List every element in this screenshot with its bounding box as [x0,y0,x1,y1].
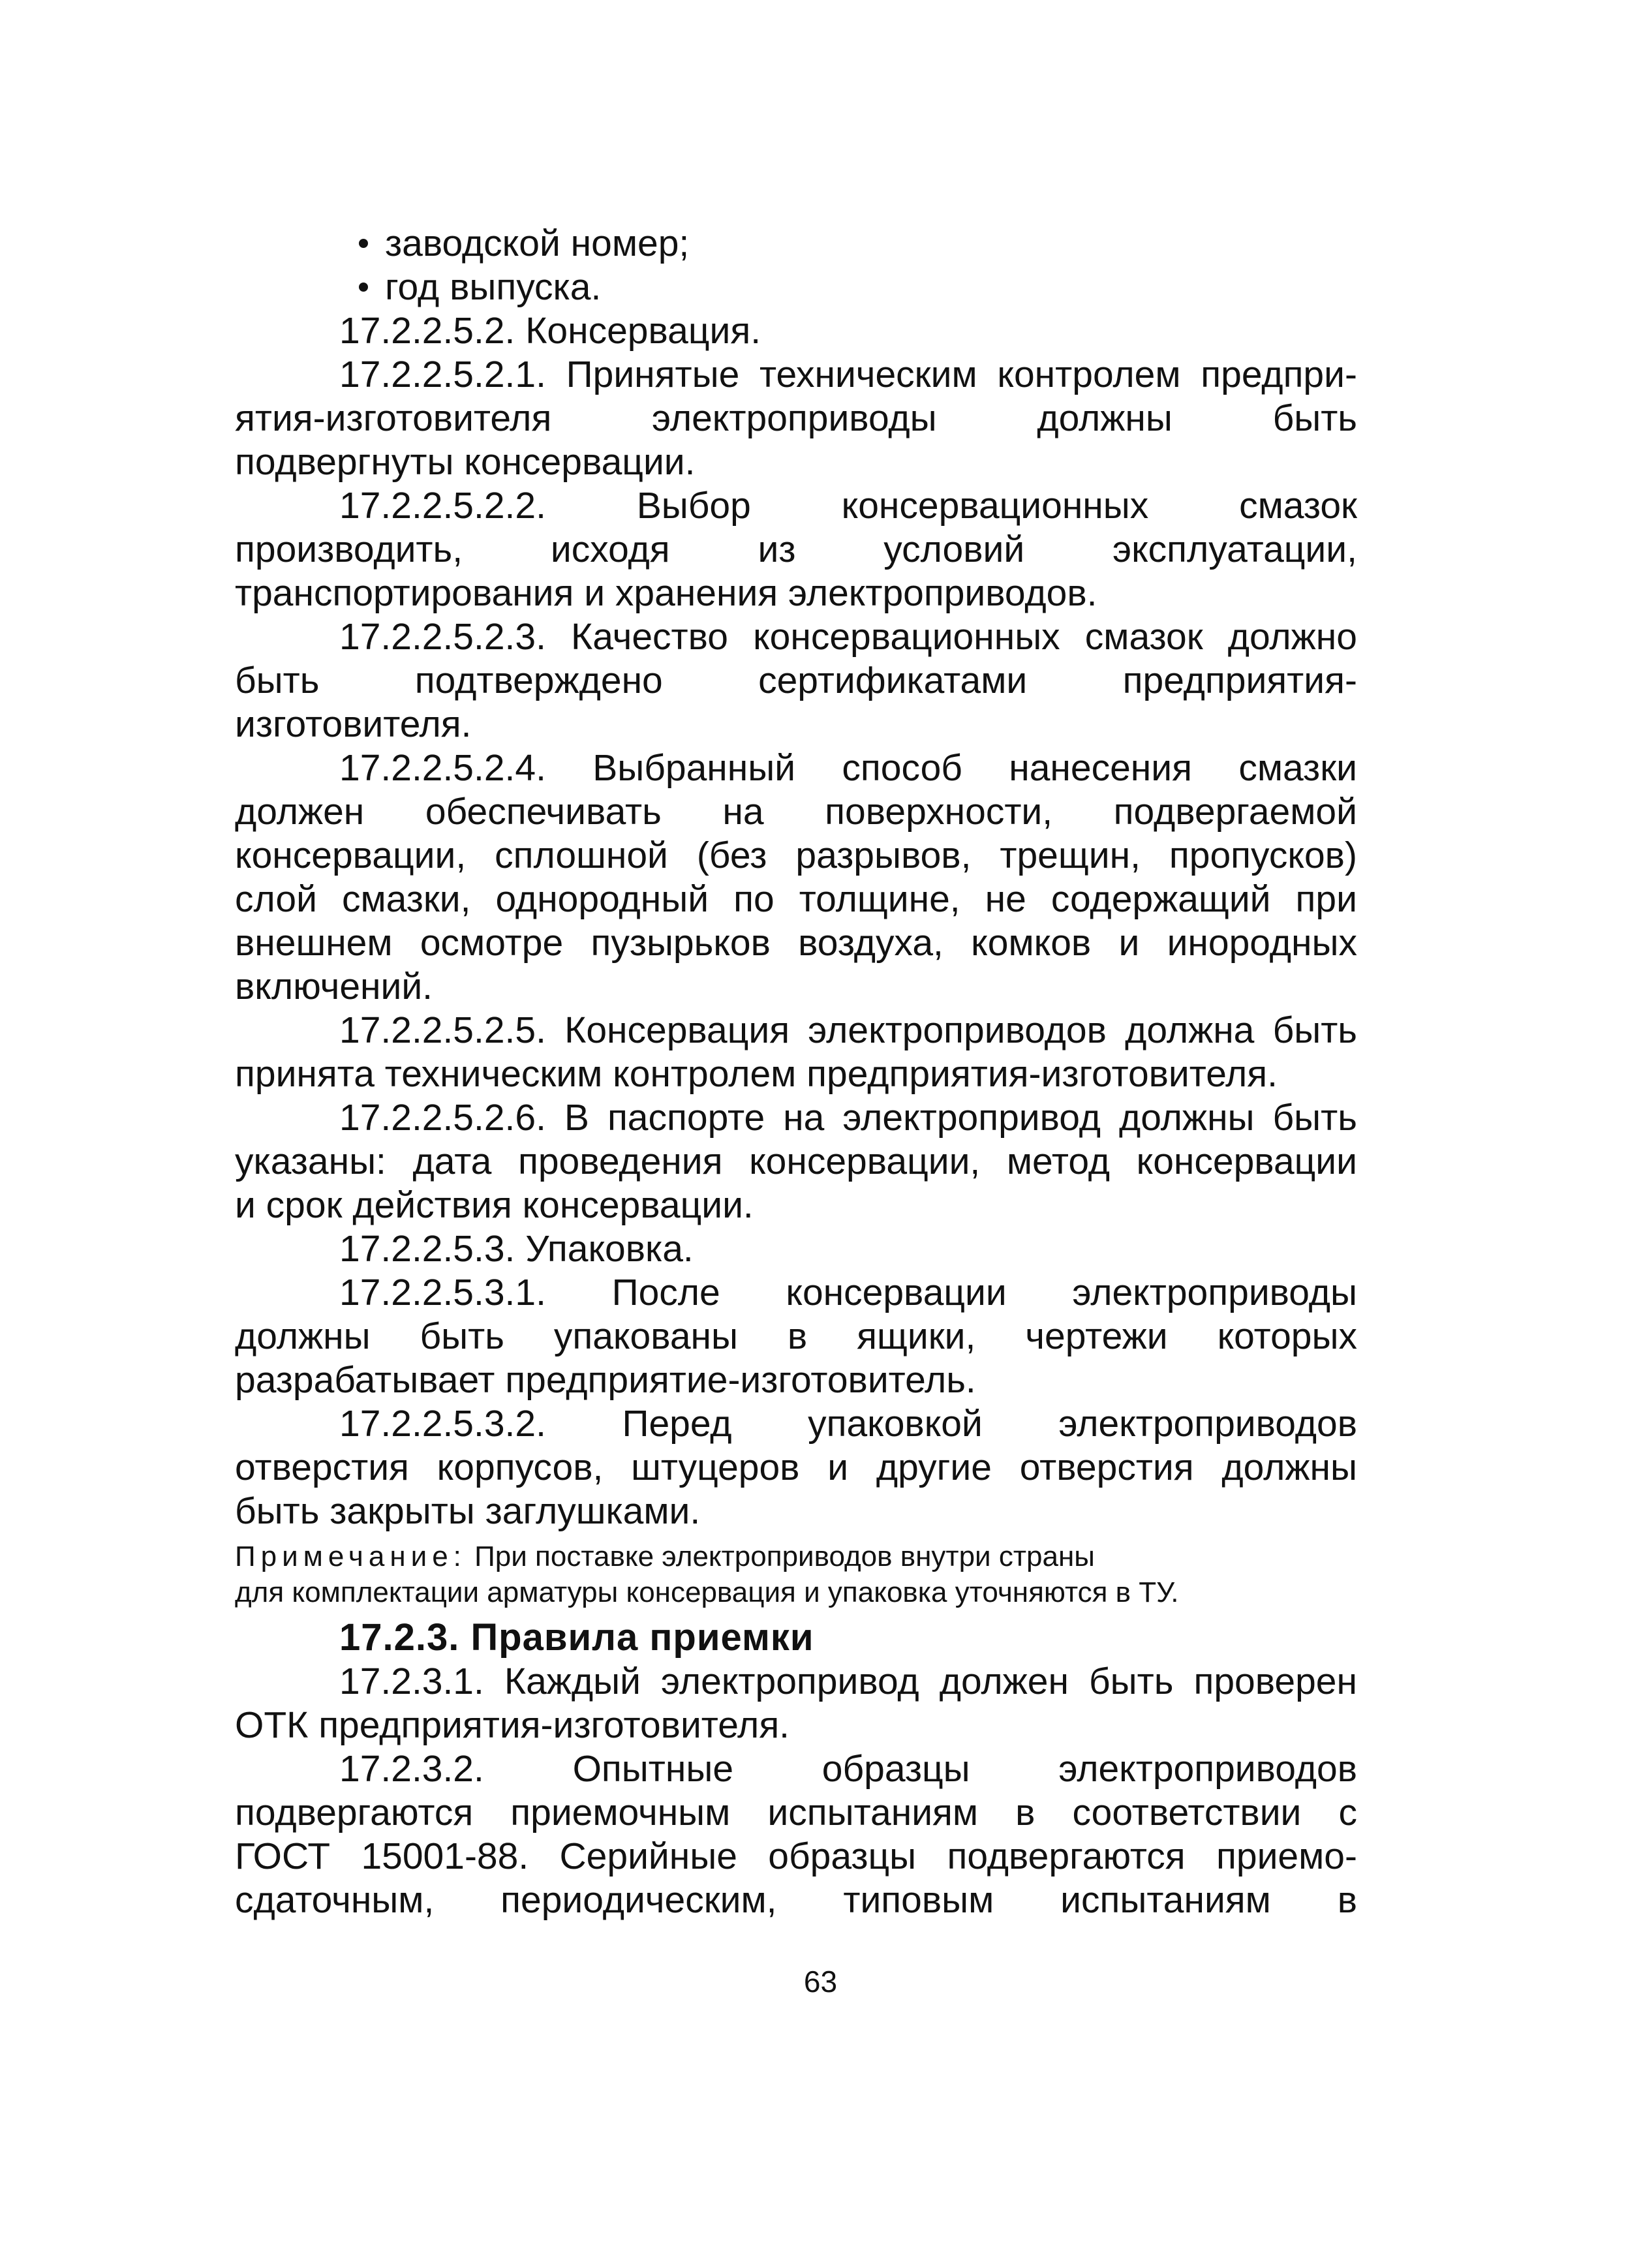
word: электропривод [661,1661,919,1702]
word: должен [939,1661,1069,1702]
text-line [235,746,1357,790]
word: должны [1037,397,1173,439]
word: паспорте [607,1097,765,1139]
text-line [235,1402,1357,1446]
word: должна [1125,1009,1255,1051]
word: В [564,1097,589,1139]
bullet-list [235,222,1357,309]
word: подвергаются [235,1792,474,1833]
word: 17.2.2.5.2.2. [339,485,546,527]
word: трещин, [1000,835,1141,876]
note-line [235,1539,1357,1574]
word: при [1295,878,1357,920]
word: подтверждено [414,660,663,701]
word: обеспечивать [425,791,662,833]
text-line [235,484,1357,528]
word: должны [235,1315,371,1357]
word: корпусов, [437,1447,604,1488]
word: из [758,529,796,570]
word: упакованы [553,1315,738,1357]
word: не [985,878,1026,920]
text-line: включений. [235,966,433,1007]
word: осмотре [420,922,564,964]
word: должны [1221,1447,1357,1488]
word: приемо- [1216,1835,1357,1877]
word: 17.2.3.1. [339,1661,484,1702]
word: ГОСТ [235,1835,331,1877]
word: комков [971,922,1092,964]
word: предпри- [1201,354,1357,395]
word: После [611,1272,720,1313]
word: в [1015,1792,1035,1833]
text-line [235,1747,1357,1791]
body-text-section-1 [235,309,1357,1533]
word: инородных [1167,922,1357,964]
word: проведения [517,1141,723,1182]
word: образцы [768,1835,917,1877]
word: быть [1272,1009,1357,1051]
word: и [827,1447,849,1488]
word: проверен [1193,1661,1357,1702]
word: быть [420,1315,504,1357]
text-line [235,1271,1357,1315]
list-item: год выпуска. [235,266,1357,309]
word: штуцеров [631,1447,800,1488]
text-line: и срок действия консервации. [235,1184,754,1226]
word: (без [696,835,767,876]
word: в [1337,1879,1357,1921]
text-line [235,615,1357,659]
text-line [235,1835,1357,1878]
text-line [235,528,1357,572]
body-text-section-2 [235,1660,1357,1922]
word: смазки, [341,878,471,920]
word: однородный [495,878,709,920]
word: консервации, [749,1141,981,1182]
text-line [235,1660,1357,1704]
text-line: 17.2.2.5.2. Консервация. [339,310,761,352]
word: электроприводов [1058,1403,1357,1445]
text-line: подвергнуты консервации. [235,441,696,483]
word: консервации [786,1272,1007,1313]
word: Выбор [636,485,751,527]
word: толщине, [799,878,960,920]
word: 17.2.2.5.3.2. [339,1403,546,1445]
text-line: транспортирования и хранения электроприводов. [235,572,1097,614]
word: быть [1089,1661,1174,1702]
word: приемочным [510,1792,731,1833]
word: с [1338,1792,1357,1833]
word: электроприводов [1058,1748,1357,1790]
word: электроприводы [1072,1272,1357,1313]
word: образцы [821,1748,970,1790]
word: эксплуатации, [1112,529,1357,570]
word: Принятые [566,354,740,395]
text-line [235,353,1357,397]
word: Опытные [572,1748,734,1790]
word: электропривод [842,1097,1101,1139]
text-line [235,921,1357,965]
word: слой [235,878,317,920]
word: электроприводы [652,397,937,439]
text-line [235,1791,1357,1835]
note-block [235,1539,1357,1610]
bullet-icon [359,239,368,248]
word: другие [876,1447,992,1488]
word: консервационных [753,616,1060,658]
word: типовым [843,1879,994,1921]
word: быть [1272,1097,1357,1139]
word: Консервация [564,1009,790,1051]
word: подвергаются [947,1835,1186,1877]
text-line: принята техническим контролем предприятия-изготовителя. [235,1053,1278,1095]
text-line: 17.2.2.5.3. Упаковка. [339,1228,694,1270]
word: Качество [571,616,728,658]
word: чертежи [1025,1315,1168,1357]
text-line [235,1096,1357,1140]
word: Серийные [559,1835,737,1877]
word: подвергаемой [1113,791,1357,833]
word: содержащий [1051,878,1271,920]
text-line [235,1140,1357,1184]
note-line [235,1574,1357,1610]
note-text: для комплектации арматуры консервация и упаковка уточняются в ТУ. [235,1576,1179,1608]
word: 17.2.2.5.2.1. [339,354,546,395]
text-line [235,878,1357,921]
word: и [1118,922,1140,964]
text-line: изготовителя. [235,703,472,745]
word: внешнем [235,922,393,964]
word: пропусков) [1169,835,1357,876]
text-line [235,1009,1357,1052]
word: консервации [1136,1141,1357,1182]
note-text: При поставке электроприводов внутри страны [474,1540,1095,1572]
word: 17.2.2.5.2.6. [339,1097,546,1139]
word: ящики, [857,1315,976,1357]
word: испытаниям [767,1792,979,1833]
word: сдаточным, [235,1879,435,1921]
word: 17.2.2.5.3.1. [339,1272,546,1313]
word: смазки [1238,747,1357,789]
word: условий [883,529,1025,570]
word: Выбранный [592,747,796,789]
word: периодическим, [500,1879,777,1921]
word: метод [1006,1141,1111,1182]
word: которых [1217,1315,1357,1357]
word: соответствии [1072,1792,1302,1833]
word: техническим [759,354,977,395]
word: на [722,791,764,833]
word: Перед [622,1403,732,1445]
text-line [235,397,1357,440]
word: 15001-88. [361,1835,529,1877]
word: производить, [235,529,463,570]
word: смазок [1239,485,1357,527]
word: в [787,1315,808,1357]
word: быть [235,660,320,701]
word: разрывов, [795,835,972,876]
text-line [235,790,1357,834]
text-line [235,1878,1357,1922]
word: 17.2.2.5.2.5. [339,1009,546,1051]
word: 17.2.2.5.2.3. [339,616,546,658]
word: отверстия [1019,1447,1194,1488]
word: сертификатами [758,660,1028,701]
word: контролем [997,354,1181,395]
word: дата [412,1141,492,1182]
word: сплошной [495,835,668,876]
word: упаковкой [808,1403,983,1445]
word: испытаниям [1060,1879,1271,1921]
word: указаны: [235,1141,386,1182]
word: воздуха, [798,922,943,964]
word: ятия-изготовителя [235,397,552,439]
word: 17.2.3.2. [339,1748,484,1790]
word: электроприводов [808,1009,1107,1051]
document-page [235,222,1357,1922]
text-line [235,659,1357,703]
word: исходя [550,529,670,570]
word: способ [842,747,962,789]
text-line: ОТК предприятия-изготовителя. [235,1704,790,1746]
word: отверстия [235,1447,409,1488]
word: на [783,1097,825,1139]
word: Каждый [504,1661,641,1702]
word: должны [1118,1097,1255,1139]
word: консервации, [235,835,467,876]
bullet-icon [359,283,368,292]
page-number: 63 [803,1965,838,1999]
word: должен [235,791,365,833]
word: консервационных [841,485,1149,527]
text-line [235,1315,1357,1358]
list-item: заводской номер; [235,222,1357,266]
note-label: Примечание: [235,1540,467,1572]
word: поверхности, [825,791,1053,833]
word: по [733,878,774,920]
word: предприятия- [1122,660,1357,701]
word: пузырьков [590,922,771,964]
text-line: быть закрыты заглушками. [235,1490,701,1532]
word: 17.2.2.5.2.4. [339,747,546,789]
word: нанесения [1009,747,1192,789]
word: должно [1227,616,1357,658]
section-heading: 17.2.3. Правила приемки [339,1616,814,1659]
text-line: разрабатывает предприятие-изготовитель. [235,1359,976,1401]
text-line [235,1446,1357,1490]
word: смазок [1084,616,1203,658]
word: быть [1272,397,1357,439]
text-line [235,834,1357,878]
